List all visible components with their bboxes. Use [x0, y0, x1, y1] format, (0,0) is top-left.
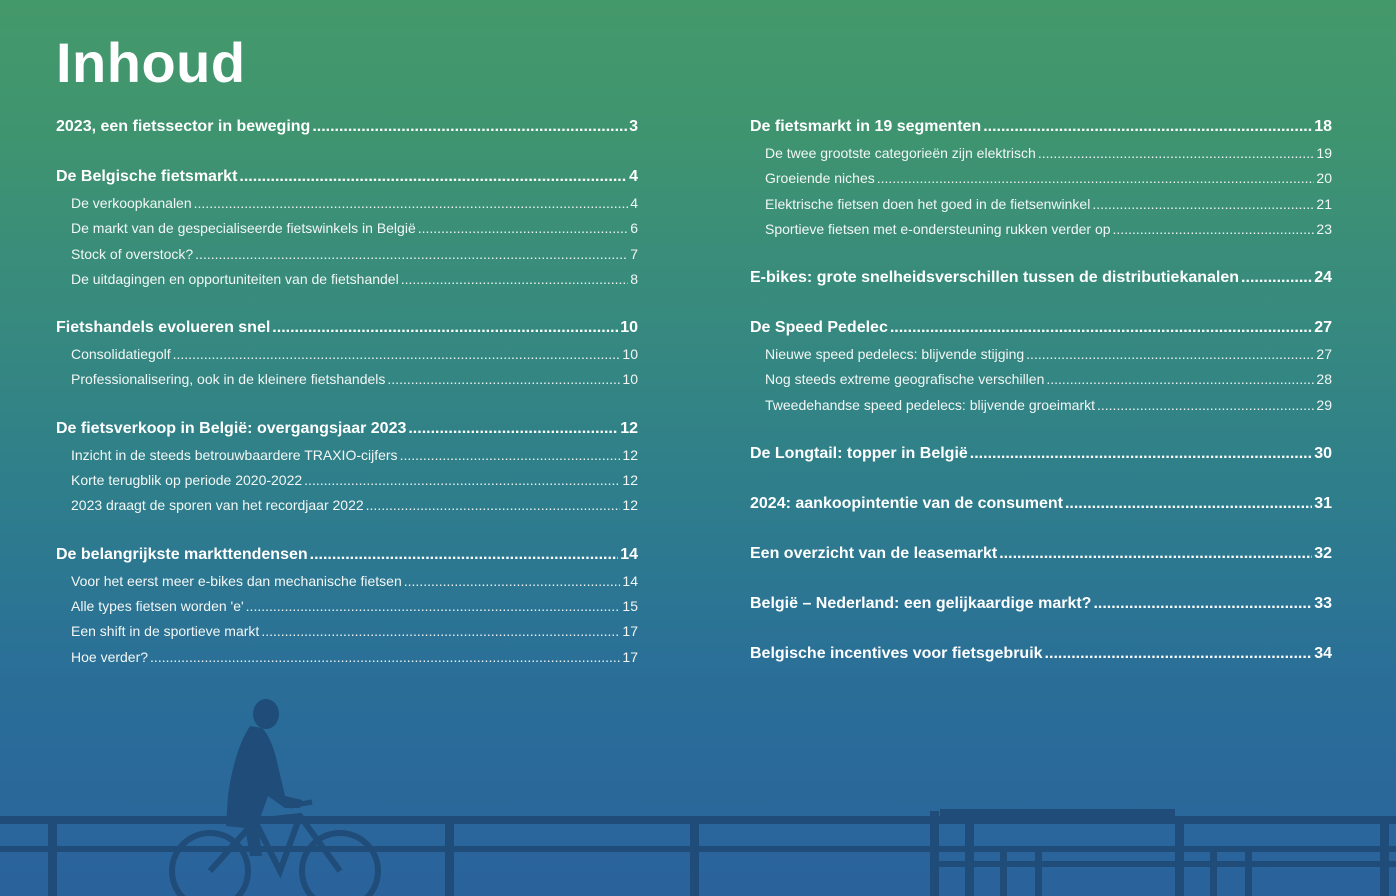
dot-leader: [1097, 393, 1314, 418]
toc-entry-title: Belgische incentives voor fietsgebruik: [750, 645, 1043, 663]
dot-leader: [239, 163, 627, 191]
toc-section: [56, 314, 638, 393]
toc-entry[interactable]: [750, 590, 1332, 618]
toc-subentry[interactable]: [750, 166, 1332, 191]
toc-subentry[interactable]: [56, 619, 638, 644]
toc-subentry-title: Groeiende niches: [765, 170, 875, 187]
toc-subentry[interactable]: [56, 443, 638, 468]
toc-subentry-page-number: 29: [1316, 396, 1332, 413]
toc-subentry-title: Een shift in de sportieve markt: [71, 623, 260, 640]
dot-leader: [173, 342, 621, 367]
toc-entry[interactable]: [56, 541, 638, 569]
toc-subentry-page-number: 7: [630, 245, 638, 262]
toc-subentry-page-number: 28: [1316, 371, 1332, 388]
dot-leader: [1113, 217, 1315, 242]
toc-entry[interactable]: [56, 415, 638, 443]
toc-subentry[interactable]: [750, 342, 1332, 367]
toc-subentry-title: De markt van de gespecialiseerde fietswinkels in België: [71, 220, 416, 237]
toc-subentry-title: 2023 draagt de sporen van het recordjaar 2022: [71, 497, 364, 514]
toc-subentry[interactable]: [56, 569, 638, 594]
dot-leader: [983, 113, 1312, 141]
toc-subentry-title: De verkoopkanalen: [71, 195, 192, 211]
toc-entry[interactable]: [750, 640, 1332, 668]
toc-subentry[interactable]: [56, 342, 638, 367]
toc-subentry-page-number: 20: [1316, 170, 1332, 187]
dot-leader: [1026, 342, 1314, 367]
toc-subentry[interactable]: [56, 216, 638, 241]
toc-subentry-page-number: 10: [622, 346, 638, 363]
toc-subentry-title: Voor het eerst meer e-bikes dan mechanische fietsen: [71, 572, 402, 589]
toc-section: [56, 163, 638, 292]
toc-entry-title: E-bikes: grote snelheidsverschillen tussen de distributiekanalen: [750, 269, 1240, 287]
toc-entry-page-number: 31: [1314, 495, 1332, 513]
dot-leader: [1065, 490, 1312, 518]
toc-entry-page-number: 30: [1314, 445, 1332, 463]
toc-subentry[interactable]: [56, 367, 638, 392]
toc-entry[interactable]: [56, 113, 638, 141]
toc-subentry[interactable]: [750, 217, 1332, 242]
toc-section: [750, 540, 1332, 568]
toc-section: [750, 490, 1332, 518]
toc-entry[interactable]: [750, 540, 1332, 568]
toc-entry-title: De Speed Pedelec: [750, 319, 888, 337]
toc-section: [56, 113, 638, 141]
dot-leader: [1046, 367, 1314, 392]
toc-subentry-page-number: 27: [1316, 346, 1332, 363]
toc-subentry-page-number: 12: [622, 497, 638, 514]
dot-leader: [366, 493, 621, 518]
toc-left-column: [56, 113, 638, 692]
toc-subentry-page-number: 23: [1316, 220, 1332, 237]
toc-subentry-title: Nieuwe speed pedelecs: blijvende stijging: [765, 346, 1025, 363]
toc-subentry-title: Sportieve fietsen met e-ondersteuning rukken verder op: [765, 220, 1111, 237]
toc-entry[interactable]: [750, 113, 1332, 141]
toc-section: [56, 415, 638, 519]
toc-entry[interactable]: [750, 440, 1332, 468]
dot-leader: [150, 645, 620, 670]
dot-leader: [999, 540, 1312, 568]
dot-leader: [1241, 264, 1312, 292]
toc-entry[interactable]: [750, 314, 1332, 342]
toc-entry-page-number: 18: [1314, 118, 1332, 135]
toc-subentry[interactable]: [56, 493, 638, 518]
toc-entry-page-number: 34: [1314, 645, 1332, 663]
dot-leader: [1092, 192, 1314, 217]
dot-leader: [387, 367, 620, 392]
toc-subentry[interactable]: [750, 192, 1332, 217]
toc-subentry-title: Korte terugblik op periode 2020-2022: [71, 472, 303, 489]
dot-leader: [877, 166, 1315, 191]
toc-subentry-title: Stock of overstock?: [71, 245, 194, 262]
toc-subentry-title: Alle types fietsen worden 'e': [71, 597, 244, 614]
toc-section: [56, 541, 638, 670]
toc-entry-title: De fietsmarkt in 19 segmenten: [750, 118, 982, 135]
toc-subentry-page-number: 8: [630, 270, 638, 287]
toc-subentry-page-number: 12: [622, 446, 638, 463]
dot-leader: [1038, 141, 1315, 166]
toc-entry-title: De belangrijkste markttendensen: [56, 545, 308, 563]
toc-entry-page-number: 14: [620, 545, 638, 563]
toc-subentry-title: Professionalisering, ook in de kleinere fietshandels: [71, 371, 386, 388]
toc-entry-title: De fietsverkoop in België: overgangsjaar 2023: [56, 419, 407, 437]
toc-subentry[interactable]: [750, 141, 1332, 166]
toc-subentry-page-number: 15: [622, 597, 638, 614]
toc-entry[interactable]: [750, 264, 1332, 292]
toc-subentry-page-number: 4: [630, 195, 638, 211]
toc-section: [750, 314, 1332, 418]
toc-subentry-page-number: 6: [630, 220, 638, 237]
toc-subentry-page-number: 17: [622, 648, 638, 665]
toc-entry-title: De Longtail: topper in België: [750, 445, 968, 463]
toc-subentry-title: Tweedehandse speed pedelecs: blijvende groeimarkt: [765, 396, 1095, 413]
toc-section: [750, 440, 1332, 468]
toc-subentry-title: Inzicht in de steeds betrouwbaardere TRAXIO-cijfers: [71, 446, 398, 463]
toc-entry-page-number: 12: [620, 419, 638, 437]
toc-subentry-page-number: 12: [622, 472, 638, 489]
dot-leader: [194, 191, 629, 216]
dot-leader: [890, 314, 1312, 342]
toc-subentry-title: De uitdagingen en opportuniteiten van de fietshandel: [71, 270, 399, 287]
toc-section: [750, 590, 1332, 618]
toc-section: [750, 640, 1332, 668]
toc-subentry-title: Consolidatiegolf: [71, 346, 171, 363]
toc-subentry-page-number: 21: [1316, 195, 1332, 212]
toc-subentry-page-number: 17: [622, 623, 638, 640]
toc-subentry-title: De twee grootste categorieën zijn elektrisch: [765, 145, 1036, 161]
toc-subentry-page-number: 19: [1316, 145, 1332, 161]
dot-leader: [261, 619, 620, 644]
toc-subentry-page-number: 14: [622, 572, 638, 589]
toc-entry-title: Fietshandels evolueren snel: [56, 319, 271, 337]
toc-subentry[interactable]: [56, 594, 638, 619]
toc-entry[interactable]: [56, 314, 638, 342]
toc-entry-page-number: 32: [1314, 545, 1332, 563]
dot-leader: [1045, 640, 1313, 668]
toc-entry-title: 2023, een fietssector in beweging: [56, 118, 311, 135]
toc-entry[interactable]: [750, 490, 1332, 518]
toc-subentry[interactable]: [750, 367, 1332, 392]
toc-entry-page-number: 33: [1314, 595, 1332, 613]
dot-leader: [312, 113, 627, 141]
toc-right-column: [750, 113, 1332, 690]
dot-leader: [418, 216, 628, 241]
cyclist-railing-silhouette: [0, 696, 1396, 896]
dot-leader: [304, 468, 620, 493]
toc-section: [750, 264, 1332, 292]
toc-entry-page-number: 27: [1314, 319, 1332, 337]
toc-entry-title: De Belgische fietsmarkt: [56, 168, 238, 185]
toc-entry-title: België – Nederland: een gelijkaardige markt?: [750, 595, 1092, 613]
toc-entry-page-number: 4: [629, 168, 638, 185]
toc-subentry-title: Hoe verder?: [71, 648, 149, 665]
toc-entry-page-number: 3: [629, 118, 638, 135]
toc-entry-title: 2024: aankoopintentie van de consument: [750, 495, 1063, 513]
dot-leader: [310, 541, 619, 569]
toc-subentry[interactable]: [56, 242, 638, 267]
dot-leader: [970, 440, 1312, 468]
toc-subentry-title: Elektrische fietsen doen het goed in de fietsenwinkel: [765, 195, 1091, 212]
toc-subentry[interactable]: [56, 645, 638, 670]
dot-leader: [246, 594, 621, 619]
dot-leader: [404, 569, 621, 594]
dot-leader: [195, 242, 628, 267]
toc-subentry-page-number: 10: [622, 371, 638, 388]
dot-leader: [408, 415, 618, 443]
toc-entry-page-number: 24: [1314, 269, 1332, 287]
toc-entry-page-number: 10: [620, 319, 638, 337]
toc-entry-title: Een overzicht van de leasemarkt: [750, 545, 998, 563]
toc-subentry[interactable]: [56, 191, 638, 216]
page-title: Inhoud: [56, 31, 246, 94]
toc-subentry[interactable]: [56, 468, 638, 493]
toc-section: [750, 113, 1332, 242]
dot-leader: [400, 443, 621, 468]
toc-entry[interactable]: [56, 163, 638, 191]
toc-subentry[interactable]: [56, 267, 638, 292]
dot-leader: [1093, 590, 1312, 618]
dot-leader: [401, 267, 629, 292]
toc-subentry[interactable]: [750, 393, 1332, 418]
dot-leader: [272, 314, 618, 342]
toc-subentry-title: Nog steeds extreme geografische verschillen: [765, 371, 1045, 388]
